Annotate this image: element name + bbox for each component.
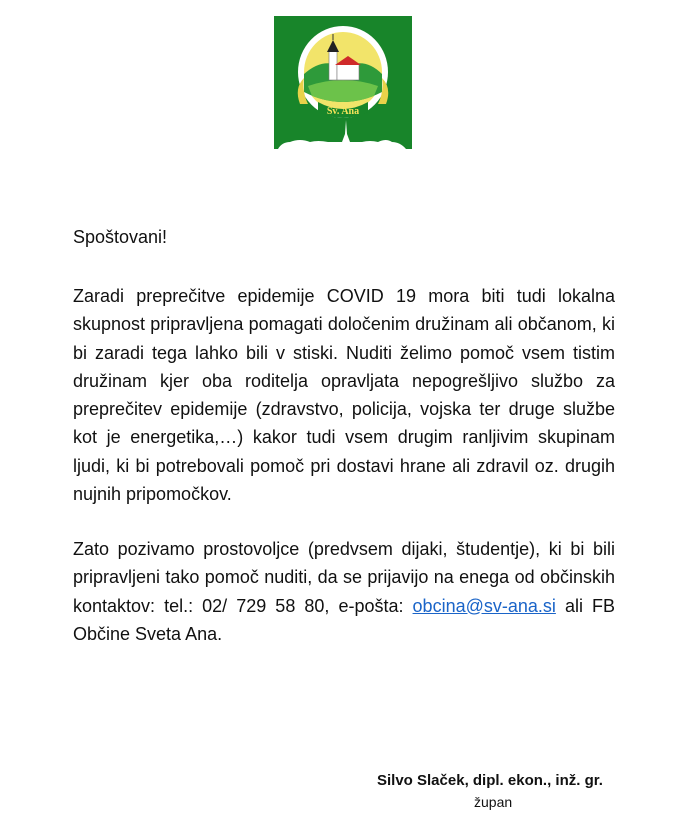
- paragraph-2-text-end: ali FB Občine Sveta Ana.: [73, 595, 615, 644]
- signature-person: Silvo Slaček: [377, 772, 465, 789]
- signature-title: župan: [474, 794, 513, 810]
- paragraph-1: Zaradi preprečitve epidemije COVID 19 mora biti tudi lokalna skupnost pripravljena pomagati določenim družinam ali občanom, ki bi zaradi tega lahko bili v stiski. Nuditi želimo pomoč vsem tistim družinam kjer oba roditelja opravljata nepogrešljivo službo za preprečitev epidemije (zdravstvo, policija, vojska ter druge službe kot je energetika,…) kakor tudi vsem drugim ranljivim skupinam ljudi, ki bi potrebovali pomoč pri dostavi hrane ali zdravil oz. drugih nujnih pripomočkov.: [73, 286, 615, 505]
- signature-credentials: , dipl. ekon., inž. gr.: [464, 772, 603, 789]
- logo-text: Sv. Ana: [326, 106, 360, 117]
- municipality-logo: [274, 16, 412, 149]
- signature-name: [377, 772, 603, 789]
- greeting: Spoštovani!: [73, 227, 168, 247]
- paragraph-2-text: Zato pozivamo prostovoljce (predvsem dijaki, študentje), ki bi bili pripravljeni tako pomoč nuditi, da se prijavijo na enega od občinskih kontaktov: tel.: 02/ 729 58 80, e-pošta:: [73, 539, 615, 616]
- paragraph-2: [73, 535, 615, 648]
- email-link[interactable]: obcina@sv-ana.si: [412, 595, 556, 616]
